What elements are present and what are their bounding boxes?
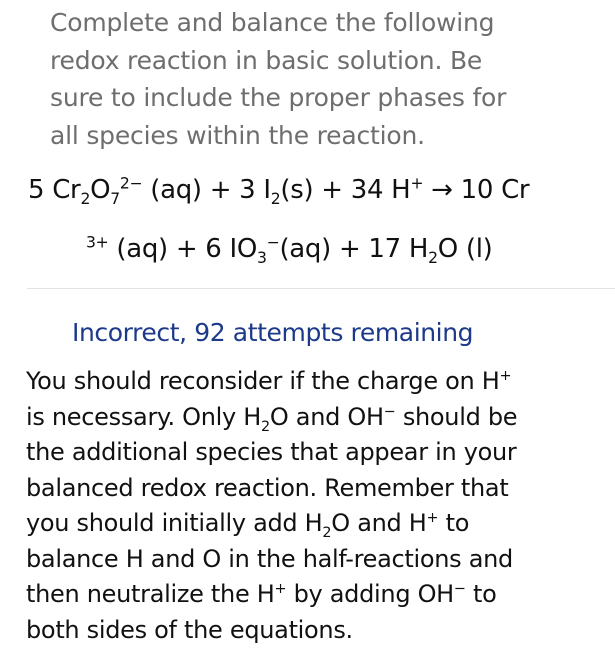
feedback-fragment: is necessary. Only H <box>26 403 261 431</box>
eq-text: O <box>90 175 110 205</box>
feedback-line: balanced redox reaction. Remember that <box>26 471 611 507</box>
feedback-line <box>26 400 611 436</box>
feedback-line <box>26 577 611 613</box>
feedback-charge: − <box>384 404 396 420</box>
feedback-line: balance H and O in the half-reactions and <box>26 542 611 578</box>
feedback-fragment: You should reconsider if the charge on H <box>26 367 500 395</box>
feedback-fragment: to <box>466 580 497 608</box>
divider <box>27 288 615 289</box>
eq-subscript: 2 <box>428 249 438 267</box>
eq-text: (aq) + 17 H <box>279 234 428 264</box>
feedback-text <box>26 364 611 648</box>
feedback-charge: + <box>427 510 439 526</box>
feedback-subscript: 2 <box>261 418 270 434</box>
eq-text: O (l) <box>438 234 493 264</box>
feedback-fragment: by adding OH <box>286 580 454 608</box>
feedback-line: the additional species that appear in your <box>26 435 611 471</box>
eq-text: → 10 Cr <box>423 175 529 205</box>
equation-line-2 <box>86 234 492 264</box>
eq-charge: − <box>267 233 280 251</box>
question-line: redox reaction in basic solution. Be <box>50 42 570 80</box>
feedback-line <box>26 506 611 542</box>
feedback-fragment: you should initially add H <box>26 509 322 537</box>
eq-charge: 3+ <box>86 233 108 251</box>
feedback-subscript: 2 <box>322 525 331 541</box>
eq-text: (s) + 34 H <box>280 175 410 205</box>
eq-text: (aq) + 6 IO <box>116 234 257 264</box>
feedback-line <box>26 364 611 400</box>
feedback-charge: + <box>275 581 287 597</box>
feedback-fragment: should be <box>395 403 517 431</box>
eq-subscript: 2 <box>80 190 90 208</box>
eq-charge: + <box>410 174 423 192</box>
question-line: Complete and balance the following <box>50 4 570 42</box>
eq-text: 5 Cr <box>28 175 80 205</box>
feedback-fragment: then neutralize the H <box>26 580 275 608</box>
eq-text: (aq) + 3 I <box>150 175 271 205</box>
question-text <box>50 4 570 154</box>
question-line: sure to include the proper phases for <box>50 79 570 117</box>
feedback-line: both sides of the equations. <box>26 613 611 648</box>
eq-charge: 2− <box>120 174 142 192</box>
eq-subscript: 2 <box>271 190 281 208</box>
feedback-charge: + <box>500 368 512 384</box>
status-message: Incorrect, 92 attempts remaining <box>72 318 473 347</box>
eq-subscript: 3 <box>257 249 267 267</box>
feedback-fragment: O and OH <box>270 403 384 431</box>
equation-line-1 <box>28 175 529 205</box>
feedback-charge: − <box>454 581 466 597</box>
feedback-fragment: O and H <box>331 509 426 537</box>
eq-subscript: 7 <box>110 190 120 208</box>
question-line: all species within the reaction. <box>50 117 570 155</box>
feedback-fragment: to <box>438 509 469 537</box>
